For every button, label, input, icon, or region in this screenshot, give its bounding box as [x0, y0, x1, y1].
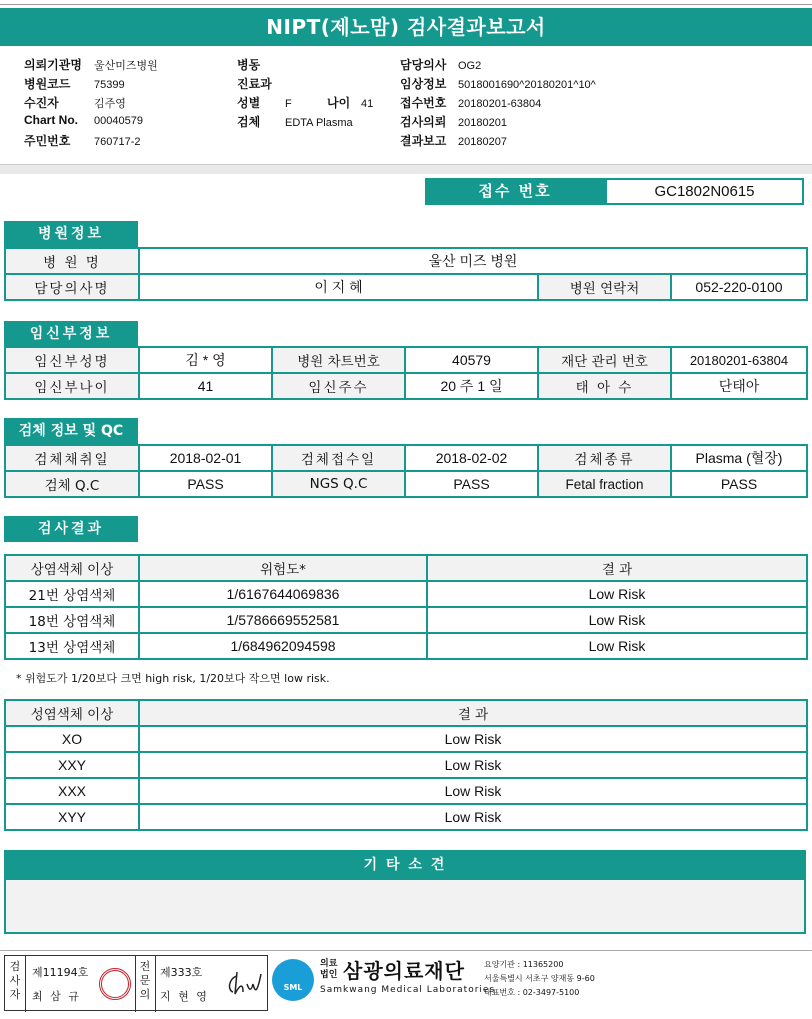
- inspector-name: 최 삼 규: [32, 990, 81, 1003]
- type-label: 검체종류: [538, 445, 671, 471]
- logo-badge: SML: [283, 983, 303, 992]
- reception-label: 접수 번호: [425, 178, 605, 205]
- org-phone: 대표번호 : 02-3497-5100: [484, 988, 580, 997]
- receive-value: 2018-02-02: [405, 445, 538, 471]
- ff-label: Fetal fraction: [538, 471, 671, 497]
- inspector-label: 검사자: [9, 960, 21, 1001]
- chromosome-name: 21번 상염색체: [5, 581, 139, 607]
- signature-box: [4, 955, 268, 1011]
- table-header-row: [5, 700, 807, 726]
- column-header: 위험도*: [139, 555, 427, 581]
- patient-name-label: 임신부성명: [5, 347, 139, 373]
- type-value: Plasma (혈장): [671, 445, 807, 471]
- contact-value: 052-220-0100: [671, 274, 807, 300]
- reviewer-no: 제333호: [160, 966, 203, 979]
- chromosome-name: XXX: [5, 778, 139, 804]
- doctor-label: 담당의사명: [5, 274, 139, 300]
- patient-age-label: 임신부나이: [5, 373, 139, 399]
- table-header-row: [5, 555, 807, 581]
- column-header: 성염색체 이상: [5, 700, 139, 726]
- table-row: [5, 726, 807, 752]
- collect-value: 2018-02-01: [139, 445, 272, 471]
- report-title: NIPT(제노맘) 검사결과보고서: [0, 8, 812, 46]
- chart-value: 40579: [405, 347, 538, 373]
- table-row: [5, 274, 807, 300]
- table-row: [5, 804, 807, 830]
- tab-specimen-info: 검체 정보 및 QC: [4, 418, 138, 444]
- patient-age-value: 41: [139, 373, 272, 399]
- org-address: 서울특별시 서초구 양재동 9-60: [484, 974, 595, 983]
- doctor-value: 이 지 혜: [139, 274, 538, 300]
- collect-label: 검체채취일: [5, 445, 139, 471]
- risk-footnote: * 위험도가 1/20보다 크면 high risk, 1/20보다 작으면 low risk.: [16, 672, 330, 685]
- inspector-no: 제11194호: [32, 966, 89, 979]
- ngs-value: PASS: [405, 471, 538, 497]
- fetus-value: 단태아: [671, 373, 807, 399]
- result-value: Low Risk: [139, 804, 807, 830]
- qc-label: 검체 Q.C: [5, 471, 139, 497]
- chromosome-name: XXY: [5, 752, 139, 778]
- mgmt-label: 재단 관리 번호: [538, 347, 671, 373]
- org-prefix: 의료법인: [320, 959, 338, 980]
- table-row: [5, 778, 807, 804]
- other-findings-box: [4, 880, 806, 934]
- weeks-label: 임신주수: [272, 373, 405, 399]
- top-rule: [0, 4, 812, 5]
- sex-chromosome-table: [4, 699, 808, 831]
- chromosome-name: XO: [5, 726, 139, 752]
- weeks-value: 20 주 1 일: [405, 373, 538, 399]
- table-row: [5, 633, 807, 659]
- result-value: Low Risk: [427, 607, 807, 633]
- reception-value: GC1802N0615: [605, 178, 804, 205]
- table-row: [5, 581, 807, 607]
- mgmt-value: 20180201-63804: [671, 347, 807, 373]
- fetus-label: 태 아 수: [538, 373, 671, 399]
- divider: [25, 956, 26, 1012]
- reviewer-name: 지 현 영: [160, 990, 209, 1003]
- other-findings-header: 기 타 소 견: [4, 850, 806, 880]
- result-value: Low Risk: [139, 726, 807, 752]
- hospital-table: [4, 247, 808, 301]
- column-header: 결 과: [139, 700, 807, 726]
- header-divider: [0, 164, 812, 174]
- autosome-table: [4, 554, 808, 660]
- chromosome-name: 13번 상염색체: [5, 633, 139, 659]
- reviewer-label: 전문의: [139, 960, 151, 1001]
- risk-value: 1/684962094598: [139, 633, 427, 659]
- org-logo-icon: [272, 959, 314, 1001]
- table-row: [5, 347, 807, 373]
- chromosome-name: XYY: [5, 804, 139, 830]
- header-col2: 병동 진료과 성별 F 나이 41 검체 EDTA Plasma: [237, 58, 374, 129]
- tab-results: 검사결과: [4, 516, 138, 542]
- org-code: 요양기관 : 11365200: [484, 960, 564, 969]
- footer: [0, 950, 812, 1019]
- chart-label: 병원 차트번호: [272, 347, 405, 373]
- column-header: 상염색체 이상: [5, 555, 139, 581]
- table-row: [5, 752, 807, 778]
- result-value: Low Risk: [139, 778, 807, 804]
- column-header: 결 과: [427, 555, 807, 581]
- org-name: 삼광의료재단: [343, 959, 465, 983]
- divider: [155, 956, 156, 1012]
- result-value: Low Risk: [427, 581, 807, 607]
- divider: [135, 956, 136, 1012]
- table-row: [5, 373, 807, 399]
- specimen-table: [4, 444, 808, 498]
- risk-value: 1/6167644069836: [139, 581, 427, 607]
- table-row: [5, 248, 807, 274]
- tab-hospital-info: 병원정보: [4, 221, 138, 247]
- ff-value: PASS: [671, 471, 807, 497]
- patient-table: [4, 346, 808, 400]
- contact-label: 병원 연락처: [538, 274, 671, 300]
- chromosome-name: 18번 상염색체: [5, 607, 139, 633]
- table-row: [5, 607, 807, 633]
- patient-name-value: 김 * 영: [139, 347, 272, 373]
- tab-patient-info: 임신부정보: [4, 321, 138, 347]
- result-value: Low Risk: [427, 633, 807, 659]
- receive-label: 검체접수일: [272, 445, 405, 471]
- seal-icon: [99, 968, 131, 1000]
- org-english: Samkwang Medical Laboratories: [320, 985, 496, 995]
- table-row: [5, 471, 807, 497]
- table-row: [5, 445, 807, 471]
- ngs-label: NGS Q.C: [272, 471, 405, 497]
- risk-value: 1/5786669552581: [139, 607, 427, 633]
- result-value: Low Risk: [139, 752, 807, 778]
- header-col1: 의뢰기관명 울산미즈병원 병원코드 75399 수진자 김주영 Chart No. 00040579 주민번호 760717-2: [24, 58, 158, 148]
- hospital-name-label: 병 원 명: [5, 248, 139, 274]
- header-info: [0, 52, 812, 164]
- qc-value: PASS: [139, 471, 272, 497]
- signature-icon: [223, 968, 263, 1000]
- hospital-name-value: 울산 미즈 병원: [139, 248, 807, 274]
- header-col3: 담당의사 OG2 임상정보 5018001690^20180201^10^ 접수번호 20180201-63804 검사의뢰 20180201 결과보고 20180207: [400, 58, 596, 148]
